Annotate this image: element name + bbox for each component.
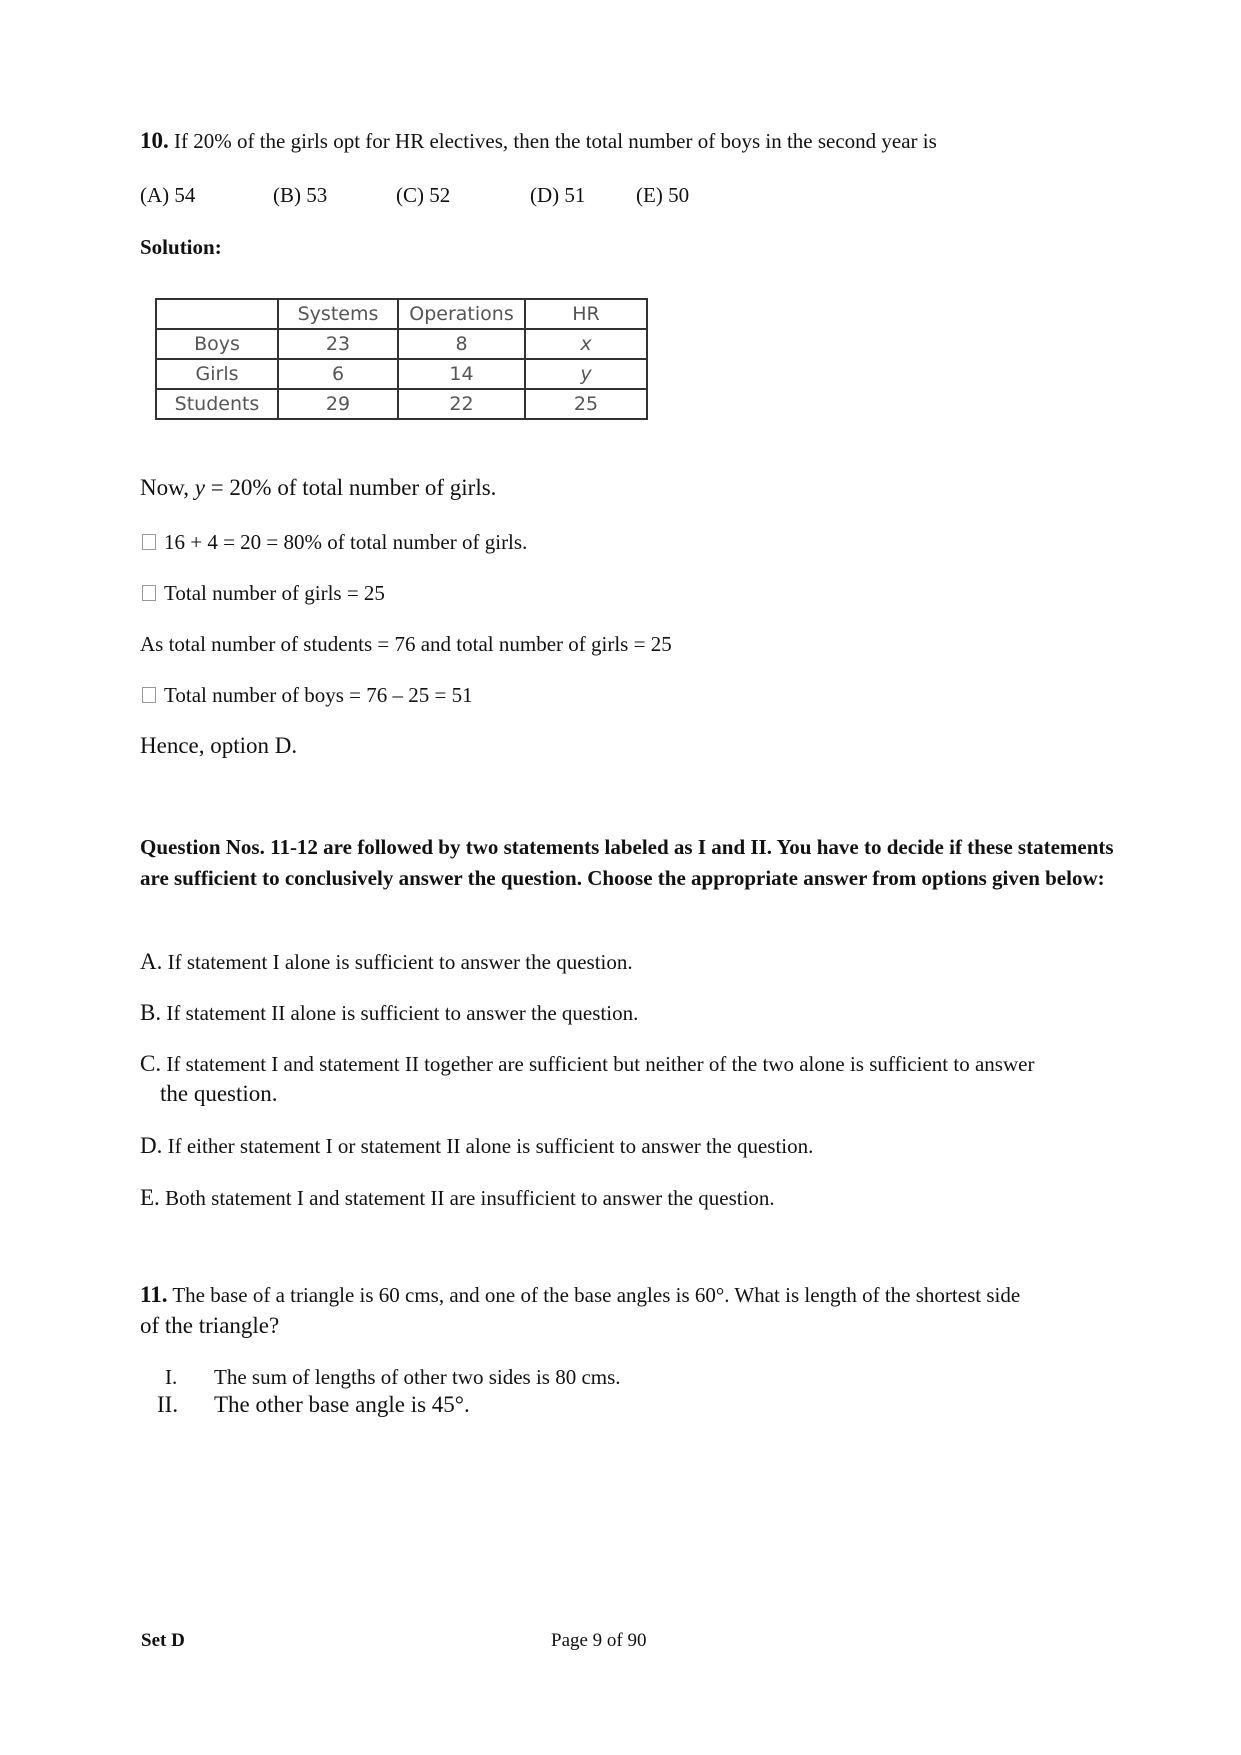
answer-key-letter: C. bbox=[140, 1051, 162, 1076]
table-header-cell: Systems bbox=[278, 299, 398, 329]
answer-key-c bbox=[140, 1051, 1034, 1077]
q10-option-a: (A) 54 bbox=[140, 183, 196, 207]
table-cell: Students bbox=[156, 389, 278, 419]
q10-option-b: (B) 53 bbox=[273, 183, 328, 207]
table-row bbox=[156, 359, 647, 389]
solution-line-1-prefix: Now, bbox=[140, 475, 195, 500]
table-row bbox=[156, 389, 647, 419]
table-cell: y bbox=[525, 359, 647, 389]
answer-key-text: If either statement I or statement II alone is sufficient to answer the question. bbox=[167, 1134, 814, 1158]
q11-statement-1-number: I. bbox=[165, 1365, 178, 1389]
therefore-symbol-icon bbox=[142, 534, 156, 550]
table-row bbox=[156, 329, 647, 359]
solution-heading: Solution: bbox=[140, 235, 222, 259]
q11-statement-1-text: The sum of lengths of other two sides is 80 cms. bbox=[214, 1365, 621, 1389]
answer-key-letter: B. bbox=[140, 1000, 162, 1025]
q11-statement-2-number: II. bbox=[157, 1392, 179, 1417]
solution-line-5 bbox=[142, 683, 473, 708]
footer-set-label: Set D bbox=[141, 1630, 185, 1651]
answer-key-text: Both statement I and statement II are insufficient to answer the question. bbox=[165, 1186, 775, 1210]
answer-key-letter: D. bbox=[140, 1133, 163, 1158]
solution-line-1 bbox=[140, 475, 496, 501]
table-cell: 22 bbox=[398, 389, 525, 419]
table-cell: 25 bbox=[525, 389, 647, 419]
table-cell: 8 bbox=[398, 329, 525, 359]
footer-page-number: Page 9 of 90 bbox=[551, 1630, 647, 1651]
q10-option-d: (D) 51 bbox=[530, 183, 586, 207]
q11-stem-continued: of the triangle? bbox=[140, 1313, 280, 1338]
q10-text: If 20% of the girls opt for HR electives, then the total number of boys in the second year is bbox=[174, 129, 937, 153]
answer-key-letter: E. bbox=[140, 1185, 160, 1210]
q11-number: 11. bbox=[140, 1282, 168, 1307]
table-header-cell: HR bbox=[525, 299, 647, 329]
solution-line-4: As total number of students = 76 and total number of girls = 25 bbox=[140, 632, 672, 656]
q10-option-c: (C) 52 bbox=[396, 183, 451, 207]
table-cell: 29 bbox=[278, 389, 398, 419]
solution-line-1-rest: = 20% of total number of girls. bbox=[204, 475, 497, 500]
solution-line-1-var: y bbox=[194, 475, 205, 500]
table-cell: 14 bbox=[398, 359, 525, 389]
therefore-symbol-icon bbox=[142, 585, 156, 601]
answer-key-text: If statement I alone is sufficient to answer the question. bbox=[167, 950, 633, 974]
table-cell: 6 bbox=[278, 359, 398, 389]
answer-key-a bbox=[140, 949, 633, 975]
answer-key-b bbox=[140, 1000, 638, 1026]
q10-number: 10. bbox=[140, 128, 169, 153]
q10-stem bbox=[140, 128, 937, 154]
answer-key-text: If statement II alone is sufficient to answer the question. bbox=[166, 1001, 639, 1025]
answer-key-letter: A. bbox=[140, 949, 163, 974]
solution-table bbox=[155, 298, 648, 420]
q11-text: The base of a triangle is 60 cms, and one of the base angles is 60°. What is length of the shortest side bbox=[172, 1283, 1021, 1307]
solution-line-2 bbox=[142, 530, 527, 555]
table-cell: Boys bbox=[156, 329, 278, 359]
solution-line-2-text: 16 + 4 = 20 = 80% of total number of girls. bbox=[164, 530, 528, 554]
q10-option-e: (E) 50 bbox=[636, 183, 690, 207]
answer-key-text: If statement I and statement II together are sufficient but neither of the two alone is sufficient to answer bbox=[166, 1052, 1035, 1076]
solution-line-3 bbox=[142, 581, 385, 606]
table-header-cell bbox=[156, 299, 278, 329]
instructions-paragraph: Question Nos. 11-12 are followed by two statements labeled as I and II. You have to decide if these statements are sufficient to conclusively answer the question. Choose the appropriate answer from options given below: bbox=[140, 835, 1114, 890]
q11-stem bbox=[140, 1282, 1020, 1308]
solution-line-3-text: Total number of girls = 25 bbox=[164, 581, 385, 605]
therefore-symbol-icon bbox=[142, 687, 156, 703]
table-cell: Girls bbox=[156, 359, 278, 389]
answer-key-c-continued: the question. bbox=[160, 1081, 278, 1106]
table-cell: x bbox=[525, 329, 647, 359]
answer-key-d bbox=[140, 1133, 813, 1159]
table-header-row bbox=[156, 299, 647, 329]
table-header-cell: Operations bbox=[398, 299, 525, 329]
answer-key-e bbox=[140, 1185, 775, 1211]
solution-line-5-text: Total number of boys = 76 – 25 = 51 bbox=[164, 683, 473, 707]
solution-conclusion: Hence, option D. bbox=[140, 733, 298, 758]
q11-statement-2-text: The other base angle is 45°. bbox=[214, 1392, 470, 1417]
table-cell: 23 bbox=[278, 329, 398, 359]
